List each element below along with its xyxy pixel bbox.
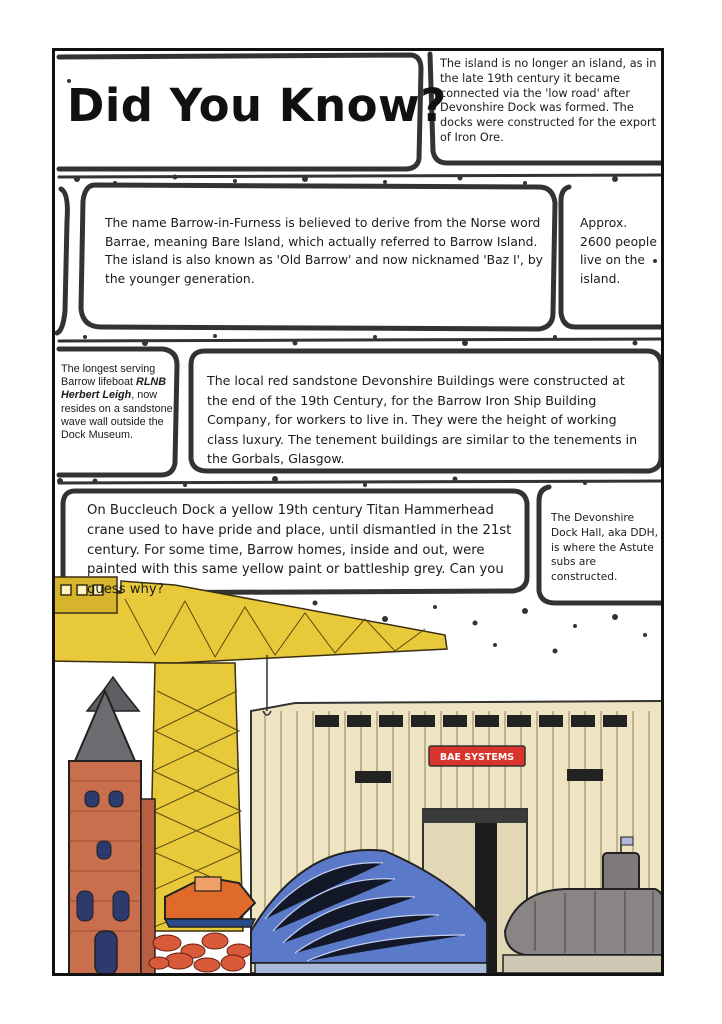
- fact-island-connection: The island is no longer an island, as in the late 19th century it became connected via the 'low road' after Devonshire Dock was formed. The docks were constructed for the export of Iron Ore.: [440, 57, 657, 144]
- fact-dock-hall: The Devonshire Dock Hall, aka DDH, is where the Astute subs are constructed.: [551, 512, 658, 584]
- page-title: Did You Know?: [67, 79, 447, 132]
- fact-lifeboat: [61, 363, 173, 442]
- bae-sign-text: BAE SYSTEMS: [439, 752, 515, 763]
- fact-sandstone-buildings: The local red sandstone Devonshire Buildings were constructed at the end of the 19th Century, for the Barrow Iron Ship Building Company, for workers to live in. They were the height of working class luxury. The tenement buildings are similar to the tenements in the Gorbals, Glasgow.: [207, 373, 638, 466]
- poster-page: [52, 48, 664, 976]
- sandstone-rocks: [149, 933, 251, 972]
- red-sandstone-tower: [69, 677, 155, 975]
- bae-systems-sign: [429, 746, 525, 766]
- lifeboat-name: RLNB Herbert Leigh: [61, 376, 167, 402]
- lifeboat-text-suffix: , now resides on a sandstone wave wall outside the Dock Museum.: [61, 389, 173, 442]
- lifeboat-text-prefix: The longest serving Barrow lifeboat: [61, 363, 156, 389]
- fact-population: Approx. 2600 people live on the island.: [580, 216, 657, 286]
- fact-hammerhead-crane: On Buccleuch Dock a yellow 19th century Titan Hammerhead crane used to have pride and place, until dismantled in the 21st century. For some time, Barrow homes, inside and out, were painted with this same yellow paint or battleship grey. Can you guess why?: [87, 503, 512, 598]
- fact-name-origin: The name Barrow-in-Furness is believed to derive from the Norse word Barrae, meaning Bare Island, which actually referred to Barrow Island. The island is also known as 'Old Barrow' and now nicknamed 'Baz I', by the younger generation.: [105, 216, 543, 286]
